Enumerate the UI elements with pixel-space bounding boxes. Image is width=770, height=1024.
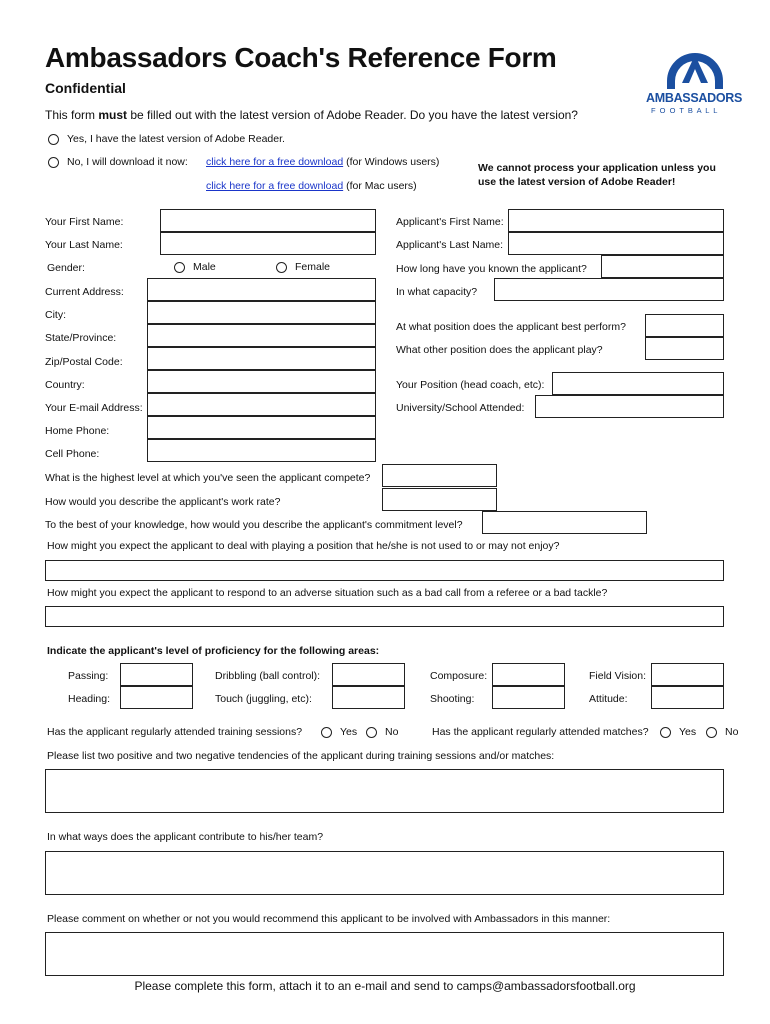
known-field[interactable] xyxy=(601,255,724,278)
coach-last-name-field[interactable] xyxy=(160,232,376,255)
gender-female-label: Female xyxy=(295,261,331,273)
heading-skill-label: Heading: xyxy=(68,693,111,705)
matches-yes-label: Yes xyxy=(679,726,697,738)
best-position-label: At what position does the applicant best perform? xyxy=(396,321,626,333)
matches-yes-radio[interactable] xyxy=(660,727,671,738)
mac-download-row: click here for a free download (for Mac users) xyxy=(206,180,417,192)
other-position-field[interactable] xyxy=(645,337,724,360)
tendencies-label: Please list two positive and two negative tendencies of the applicant during training sessions and/or matches: xyxy=(47,750,555,762)
capacity-field[interactable] xyxy=(494,278,724,301)
proficiency-heading: Indicate the applicant's level of proficiency for the following areas: xyxy=(47,645,380,657)
coach-first-name-label: Your First Name: xyxy=(45,216,124,228)
windows-download-row: click here for a free download (for Windows users) xyxy=(206,156,440,168)
applicant-first-name-label: Applicant's First Name: xyxy=(396,216,504,228)
highest-level-label: What is the highest level at which you've seen the applicant compete? xyxy=(45,472,371,484)
training-yes-radio[interactable] xyxy=(321,727,332,738)
heading-skill-field[interactable] xyxy=(120,686,193,709)
highest-level-field[interactable] xyxy=(382,464,497,487)
reader-no-label: No, I will download it now: xyxy=(67,156,188,168)
shooting-label: Shooting: xyxy=(430,693,475,705)
home-phone-field[interactable] xyxy=(147,416,376,439)
commitment-field[interactable] xyxy=(482,511,647,534)
matches-no-radio[interactable] xyxy=(706,727,717,738)
country-field[interactable] xyxy=(147,370,376,393)
ambassadors-logo xyxy=(645,35,745,125)
commitment-label: To the best of your knowledge, how would you describe the applicant's commitment level? xyxy=(45,519,463,531)
your-position-label: Your Position (head coach, etc): xyxy=(396,379,545,391)
submission-instructions: Please complete this form, attach it to an e-mail and send to camps@ambassadorsfootball.org xyxy=(134,979,636,993)
home-phone-label: Home Phone: xyxy=(45,425,110,437)
field-vision-label: Field Vision: xyxy=(589,670,647,682)
gender-label: Gender: xyxy=(47,262,85,274)
touch-field[interactable] xyxy=(332,686,405,709)
known-label: How long have you known the applicant? xyxy=(396,263,587,275)
reader-yes-label: Yes, I have the latest version of Adobe Reader. xyxy=(67,133,285,145)
gender-male-radio[interactable] xyxy=(174,262,185,273)
applicant-last-name-field[interactable] xyxy=(508,232,724,255)
reader-warning: We cannot process your application unless you use the latest version of Adobe Reader! xyxy=(478,162,716,188)
composure-field[interactable] xyxy=(492,663,565,686)
cell-phone-field[interactable] xyxy=(147,439,376,462)
country-label: Country: xyxy=(45,379,85,391)
passing-label: Passing: xyxy=(68,670,109,682)
training-yes-label: Yes xyxy=(340,726,358,738)
contribute-label: In what ways does the applicant contribute to his/her team? xyxy=(47,831,324,843)
university-label: University/School Attended: xyxy=(396,402,525,414)
email-field[interactable] xyxy=(147,393,376,416)
recommend-label: Please comment on whether or not you would recommend this applicant to be involved with Ambassadors in this manner: xyxy=(47,913,611,925)
attitude-label: Attitude: xyxy=(589,693,628,705)
training-no-label: No xyxy=(385,726,399,738)
reader-yes-radio[interactable] xyxy=(48,134,59,145)
composure-label: Composure: xyxy=(430,670,488,682)
address-label: Current Address: xyxy=(45,286,124,298)
capacity-label: In what capacity? xyxy=(396,286,478,298)
touch-label: Touch (juggling, etc): xyxy=(215,693,312,705)
coach-last-name-label: Your Last Name: xyxy=(45,239,123,251)
confidential-label: Confidential xyxy=(45,80,126,96)
applicant-first-name-field[interactable] xyxy=(508,209,724,232)
gender-female-radio[interactable] xyxy=(276,262,287,273)
dribbling-field[interactable] xyxy=(332,663,405,686)
form-title: Ambassadors Coach's Reference Form xyxy=(45,42,557,73)
attitude-field[interactable] xyxy=(651,686,724,709)
work-rate-field[interactable] xyxy=(382,488,497,511)
zip-field[interactable] xyxy=(147,347,376,370)
matches-no-label: No xyxy=(725,726,739,738)
field-vision-field[interactable] xyxy=(651,663,724,686)
windows-download-link[interactable]: click here for a free download xyxy=(206,156,344,168)
city-label: City: xyxy=(45,309,66,321)
contribute-field[interactable] xyxy=(45,851,724,895)
zip-label: Zip/Postal Code: xyxy=(45,356,123,368)
state-label: State/Province: xyxy=(45,332,117,344)
best-position-field[interactable] xyxy=(645,314,724,337)
logo-wordmark: AMBASSADORS xyxy=(646,91,743,105)
email-label: Your E-mail Address: xyxy=(45,402,143,414)
city-field[interactable] xyxy=(147,301,376,324)
other-position-label: What other position does the applicant play? xyxy=(396,344,603,356)
recommend-field[interactable] xyxy=(45,932,724,976)
reader-no-radio[interactable] xyxy=(48,157,59,168)
gender-male-label: Male xyxy=(193,261,216,273)
logo-subtitle: F O O T B A L L xyxy=(651,106,719,115)
training-attendance-label: Has the applicant regularly attended training sessions? xyxy=(47,726,303,738)
dribbling-label: Dribbling (ball control): xyxy=(215,670,321,682)
mac-download-link[interactable]: click here for a free download xyxy=(206,180,344,192)
work-rate-label: How would you describe the applicant's work rate? xyxy=(45,496,281,508)
your-position-field[interactable] xyxy=(552,372,724,395)
coach-first-name-field[interactable] xyxy=(160,209,376,232)
tendencies-field[interactable] xyxy=(45,769,724,813)
shooting-field[interactable] xyxy=(492,686,565,709)
adverse-situation-label: How might you expect the applicant to respond to an adverse situation such as a bad call from a referee or a bad tackle? xyxy=(47,587,608,599)
cell-phone-label: Cell Phone: xyxy=(45,448,100,460)
passing-field[interactable] xyxy=(120,663,193,686)
university-field[interactable] xyxy=(535,395,724,418)
state-field[interactable] xyxy=(147,324,376,347)
adverse-situation-field[interactable] xyxy=(45,606,724,627)
unfamiliar-position-label: How might you expect the applicant to deal with playing a position that he/she is not used to or may not enjoy? xyxy=(47,540,560,552)
training-no-radio[interactable] xyxy=(366,727,377,738)
applicant-last-name-label: Applicant's Last Name: xyxy=(396,239,504,251)
adobe-version-question: This form must be filled out with the latest version of Adobe Reader. Do you have the latest version? xyxy=(45,108,578,122)
unfamiliar-position-field[interactable] xyxy=(45,560,724,581)
address-field[interactable] xyxy=(147,278,376,301)
match-attendance-label: Has the applicant regularly attended matches? xyxy=(432,726,649,738)
